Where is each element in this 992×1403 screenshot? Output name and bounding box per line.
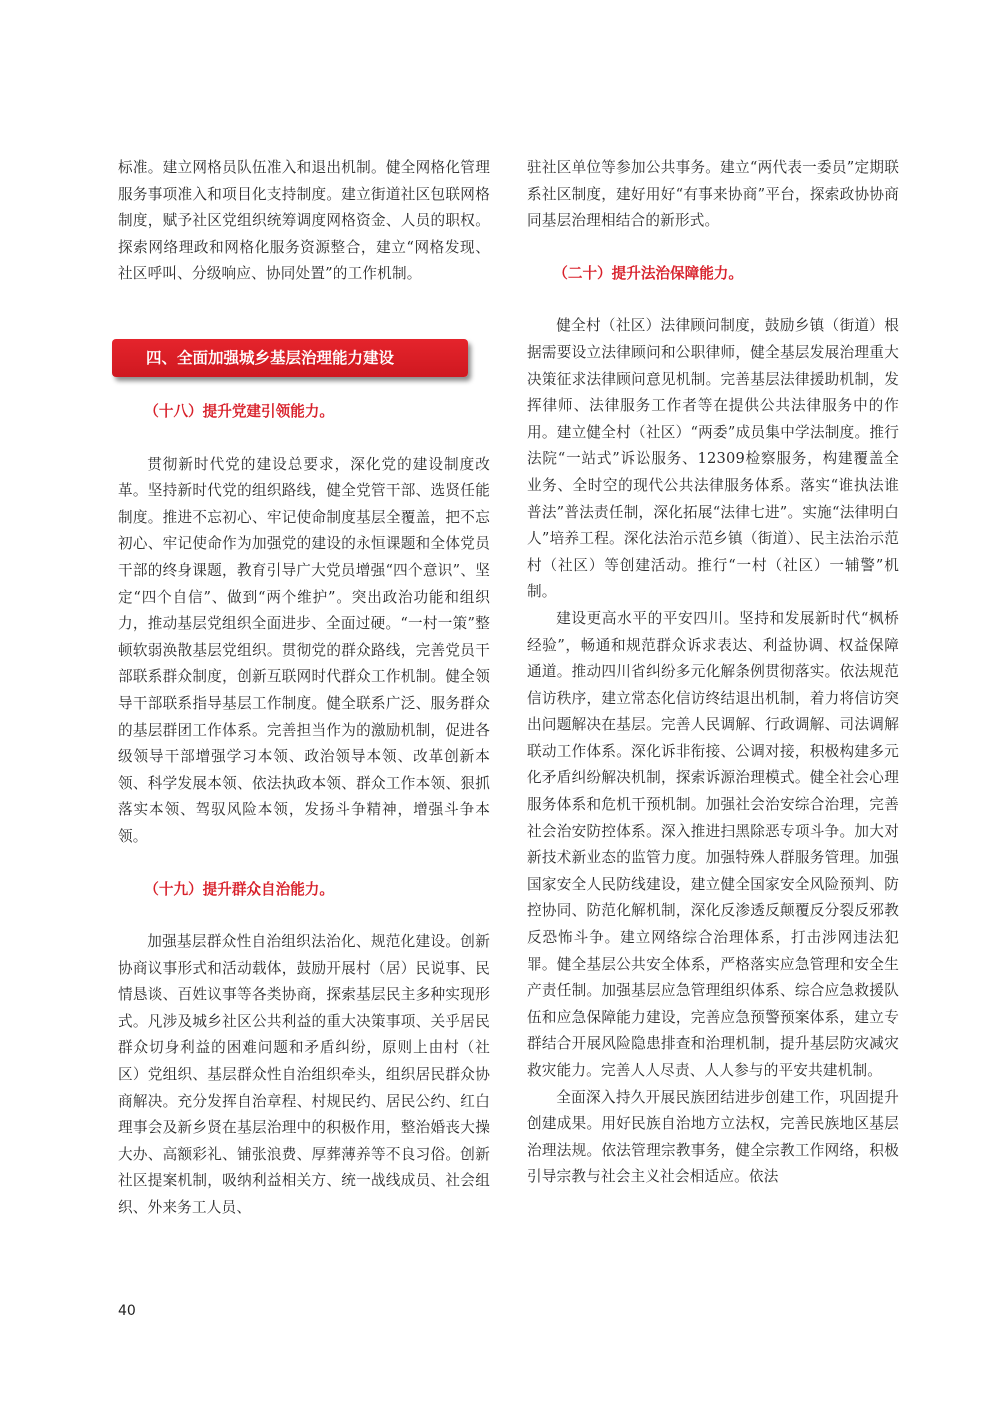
paragraph-intro-left: 标准。建立网格员队伍准入和退出机制。健全网格化管理服务事项准入和项目化支持制度。建立街道社区包联网格制度，赋予社区党组织统筹调度网格资金、人员的职权。探索网络理政和网格化服务资源整合，建立“网格发现、社区呼叫、分级响应、协同处置”的工作机制。 — [118, 159, 490, 283]
section-title-banner: 四、全面加强城乡基层治理能力建设 — [112, 339, 468, 377]
paragraph-20-legal: 健全村（社区）法律顾问制度，鼓励乡镇（街道）根据需要设立法律顾问和公职律师，健全基层发展治理重大决策征求法律顾问意见机制。完善基层法律援助机制，发挥律师、法律服务工作者等在提供公共法律服务中的作用。建立健全村（社区）“两委”成员集中学法制度。推行法院“一站式”诉讼服务、12309检察服务，构建覆盖全业务、全时空的现代公共法律服务体系。落实“谁执法谁普法”普法责任制，深化拓展“法律七进”。实施“法律明白人”培养工程。深化法治示范乡镇（街道）、民主法治示范村（社区）等创建活动。推行“一村（社区）一辅警”机制。 — [527, 317, 899, 601]
subheading-19: （十九）提升群众自治能力。 — [144, 880, 334, 898]
left-column — [118, 155, 490, 1222]
paragraph-intro-right: 驻社区单位等参加公共事务。建立“两代表一委员”定期联系社区制度，建好用好“有事来协商”平台，探索政协协商同基层治理相结合的新形式。 — [527, 159, 899, 230]
paragraph-20-safety: 建设更高水平的平安四川。坚持和发展新时代“枫桥经验”，畅通和规范群众诉求表达、利益协调、权益保障通道。推动四川省纠纷多元化解条例贯彻落实。依法规范信访秩序，建立常态化信访终结退出机制，着力将信访突出问题解决在基层。完善人民调解、行政调解、司法调解联动工作体系。深化诉非衔接、公调对接，积极构建多元化矛盾纠纷解决机制，探索诉源治理模式。健全社会心理服务体系和危机干预机制。加强社会治安综合治理，完善社会治安防控体系。深入推进扫黑除恶专项斗争。加大对新技术新业态的监管力度。加强特殊人群服务管理。加强国家安全人民防线建设，建立健全国家安全风险预判、防控协同、防范化解机制，深化反渗透反颠覆反分裂反邪教反恐怖斗争。建立网络综合治理体系，打击涉网违法犯罪。健全基层公共安全体系，严格落实应急管理和安全生产责任制。加强基层应急管理组织体系、综合应急救援队伍和应急保障能力建设，完善应急预警预案体系，建立专群结合开展风险隐患排查和治理机制，提升基层防灾减灾救灾能力。完善人人尽责、人人参与的平安共建机制。 — [527, 609, 899, 1079]
page-number: 40 — [118, 1303, 136, 1319]
paragraph-20-ethnic: 全面深入持久开展民族团结进步创建工作，巩固提升创建成果。用好民族自治地方立法权，完善民族地区基层治理法规。依法管理宗教事务，健全宗教工作网络，积极引导宗教与社会主义社会相适应。依法 — [527, 1088, 899, 1186]
subheading-20: （二十）提升法治保障能力。 — [553, 264, 743, 282]
paragraph-18: 贯彻新时代党的建设总要求，深化党的建设制度改革。坚持新时代党的组织路线，健全党管干部、选贤任能制度。推进不忘初心、牢记使命制度基层全覆盖，把不忘初心、牢记使命作为加强党的建设的永恒课题和全体党员干部的终身课题，教育引导广大党员增强“四个意识”、坚定“四个自信”、做到“两个维护”。突出政治功能和组织力，推动基层党组织全面进步、全面过硬。“一村一策”整顿软弱涣散基层党组织。贯彻党的群众路线，完善党员干部联系群众制度，创新互联网时代群众工作机制。健全领导干部联系指导基层工作制度。健全联系广泛、服务群众的基层群团工作体系。完善担当作为的激励机制，促进各级领导干部增强学习本领、政治领导本领、改革创新本领、科学发展本领、依法执政本领、群众工作本领、狠抓落实本领、驾驭风险本领，发扬斗争精神，增强斗争本领。 — [118, 455, 490, 845]
paragraph-19: 加强基层群众性自治组织法治化、规范化建设。创新协商议事形式和活动载体，鼓励开展村（居）民说事、民情恳谈、百姓议事等各类协商，探索基层民主多种实现形式。凡涉及城乡社区公共利益的重大决策事项、关乎居民群众切身利益的困难问题和矛盾纠纷，原则上由村（社区）党组织、基层群众性自治组织牵头，组织居民群众协商解决。充分发挥自治章程、村规民约、居民公约、红白理事会及新乡贤在基层治理中的积极作用，整治婚丧大操大办、高额彩礼、铺张浪费、厚葬薄养等不良习俗。创新社区提案机制，吸纳利益相关方、统一战线成员、社会组织、外来务工人员、 — [118, 933, 490, 1217]
right-column — [527, 155, 899, 1191]
subheading-18: （十八）提升党建引领能力。 — [144, 403, 334, 420]
